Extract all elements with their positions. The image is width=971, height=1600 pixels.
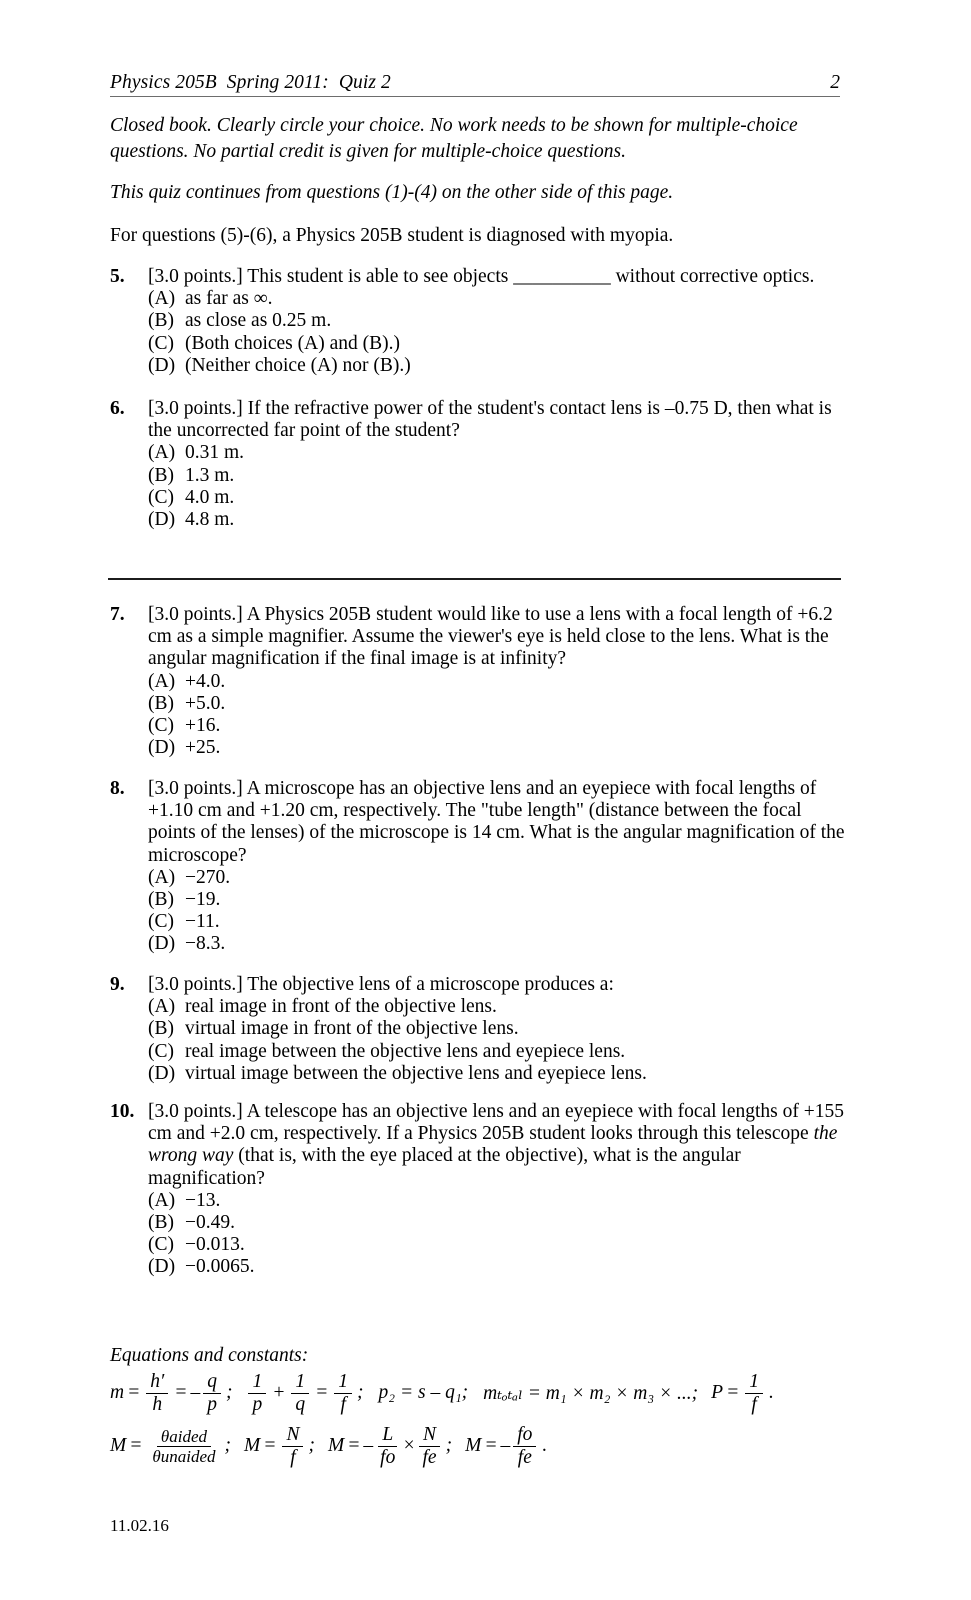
choice-text: −270. [185, 866, 231, 888]
choice-item[interactable] [148, 996, 845, 1018]
choice-item[interactable] [148, 1018, 845, 1040]
question-6 [110, 398, 845, 531]
choice-letter: (C) [148, 1234, 174, 1256]
eq-object-distance-formula: p₂ = s – q₁; [378, 1382, 469, 1404]
choice-text: virtual image in front of the objective lens. [185, 1018, 519, 1040]
choice-text: −11. [185, 911, 220, 933]
eq-minus-sign: – [500, 1435, 511, 1457]
eq-semicolon: ; [308, 1435, 315, 1457]
question-8-number: 8. [110, 778, 125, 799]
eq-plus: + [272, 1382, 286, 1404]
choice-text: as far as ∞. [185, 288, 273, 310]
fraction-one-over-f [334, 1372, 352, 1415]
fraction-one-over-f-power [745, 1372, 763, 1415]
question-10-number: 10. [110, 1101, 135, 1122]
choice-text: 0.31 m. [185, 442, 245, 464]
fraction-denominator: θunaided [152, 1446, 216, 1466]
fraction-N-over-fe [419, 1425, 441, 1468]
choice-letter: (B) [148, 310, 174, 332]
eq-semicolon: ; [224, 1435, 232, 1457]
fraction-numerator: N [419, 1425, 440, 1447]
choice-item[interactable] [148, 1041, 845, 1063]
eq-m-lhs: m [110, 1382, 125, 1404]
fraction-numerator: fo [513, 1425, 536, 1447]
eq-equals: = [347, 1435, 361, 1457]
eq-semicolon: ; [445, 1435, 453, 1457]
choice-text: 1.3 m. [185, 464, 235, 486]
choice-letter: (B) [148, 1212, 174, 1234]
fraction-one-over-p [248, 1372, 266, 1415]
fraction-one-over-q [291, 1372, 309, 1415]
fraction-fo-over-fe [513, 1425, 536, 1468]
question-6-text: [3.0 points.] If the refractive power of the student's contact lens is –0.75 D, then what is the uncorrected far point of the student? [148, 398, 832, 442]
question-10-text-part-2: (that is, with the eye placed at the objective), what is the angular magnification? [148, 1145, 741, 1189]
fraction-numerator: L [378, 1425, 397, 1447]
choice-text: −19. [185, 889, 221, 911]
choice-text: 4.0 m. [185, 486, 235, 508]
choice-item[interactable] [148, 1256, 845, 1278]
eq-M-lhs: M [465, 1435, 482, 1457]
choice-letter: (A) [148, 866, 176, 888]
footer-date: 11.02.16 [110, 1516, 169, 1535]
eq-equals: = [129, 1435, 143, 1457]
choice-text: virtual image between the objective lens and eyepiece lens. [185, 1062, 647, 1084]
choice-item[interactable] [148, 1190, 845, 1212]
eq-equals: = [315, 1382, 329, 1404]
question-9-number: 9. [110, 974, 125, 995]
question-7-choices [110, 671, 845, 760]
choice-letter: (D) [148, 737, 176, 759]
fraction-denominator: h [152, 1393, 163, 1415]
question-7-text: [3.0 points.] A Physics 205B student would like to use a lens with a focal length of +6.2 cm as a simple magnifier. Assume the viewer's eye is held close to the lens. What is the angular magnification if the final image is at infinity? [148, 604, 833, 670]
eq-equals: = [484, 1435, 498, 1457]
choice-item[interactable] [148, 715, 845, 737]
choice-item[interactable] [148, 310, 845, 332]
choice-item[interactable] [148, 933, 845, 955]
instructions-text: Closed book. Clearly circle your choice. No work needs to be shown for multiple-choice questions. No partial credit is given for multiple-choice questions. [110, 115, 798, 162]
question-8-choices [110, 867, 845, 956]
eq-M-lhs: M [327, 1435, 345, 1457]
eq-equals: = [127, 1382, 141, 1404]
choice-letter: (A) [148, 1189, 176, 1211]
choice-text: −0.49. [185, 1212, 235, 1234]
eq-period: . [542, 1435, 548, 1457]
choice-text: −0.0065. [185, 1256, 255, 1278]
choice-letter: (D) [148, 354, 176, 376]
choice-text: −8.3. [185, 933, 226, 955]
question-10-text-part-1: [3.0 points.] A telescope has an objective lens and an eyepiece with focal lengths of +155 cm and +2.0 cm, respectively. If a Physics 205B student looks through this telescope [148, 1101, 845, 1145]
fraction-numerator: θaided [157, 1428, 211, 1447]
choice-letter: (A) [148, 288, 176, 310]
choice-letter: (A) [148, 670, 176, 692]
choice-item[interactable] [148, 867, 845, 889]
choice-item[interactable] [148, 465, 845, 487]
question-10 [110, 1101, 845, 1279]
choice-letter: (B) [148, 1018, 174, 1040]
eq-minus-sign: – [363, 1435, 374, 1457]
equations-label: Equations and constants: [110, 1345, 309, 1366]
choice-text: +4.0. [185, 670, 226, 692]
question-5-header [110, 266, 845, 288]
choice-item[interactable] [148, 911, 845, 933]
choice-letter: (B) [148, 464, 174, 486]
choice-text: +5.0. [185, 692, 226, 714]
choice-letter: (D) [148, 1062, 176, 1084]
choice-item[interactable] [148, 442, 845, 464]
fraction-numerator: 1 [291, 1372, 309, 1394]
choice-letter: (C) [148, 486, 174, 508]
choice-letter: (B) [148, 692, 174, 714]
choice-item[interactable] [148, 1063, 845, 1085]
fraction-numerator: N [282, 1425, 303, 1447]
fraction-denominator: fo [380, 1446, 396, 1468]
fraction-numerator: 1 [334, 1372, 352, 1394]
choice-text: −13. [185, 1189, 221, 1211]
fraction-L-over-fo [376, 1425, 399, 1468]
eq-equals: = [174, 1382, 188, 1404]
choice-letter: (B) [148, 889, 174, 911]
eq-semicolon: ; [225, 1382, 233, 1404]
fraction-N-over-f [282, 1425, 303, 1468]
choice-letter: (D) [148, 933, 176, 955]
choice-text: real image in front of the objective lens. [185, 996, 497, 1018]
fraction-denominator: q [295, 1393, 306, 1415]
question-7-number: 7. [110, 604, 125, 625]
question-10-choices [110, 1190, 845, 1279]
choice-item[interactable] [148, 671, 845, 693]
choice-letter: (D) [148, 509, 176, 531]
choice-item[interactable] [148, 288, 845, 310]
eq-power-lhs: P [711, 1382, 724, 1404]
choice-item[interactable] [148, 1234, 845, 1256]
fraction-numerator: 1 [745, 1372, 763, 1394]
choice-letter: (C) [148, 715, 174, 737]
preamble-5-6-text: For questions (5)-(6), a Physics 205B student is diagnosed with myopia. [110, 225, 674, 246]
fraction-numerator: q [203, 1372, 221, 1394]
question-6-number: 6. [110, 398, 125, 419]
question-5-number: 5. [110, 266, 125, 287]
fraction-denominator: fe [517, 1446, 532, 1468]
eq-total-magnification-formula: mₜₒₜₐₗ = m₁ × m₂ × m₃ × ...; [483, 1383, 699, 1405]
question-7 [110, 604, 845, 759]
eq-M-lhs: M [110, 1435, 127, 1457]
question-6-choices [110, 442, 845, 531]
question-5 [110, 266, 845, 377]
equations-row-1 [110, 1372, 777, 1415]
eq-equals: = [726, 1382, 740, 1404]
eq-M-lhs: M [244, 1435, 261, 1457]
fraction-denominator: f [751, 1393, 757, 1415]
choice-text: real image between the objective lens and eyepiece lens. [185, 1040, 626, 1062]
question-10-text [148, 1101, 845, 1190]
fraction-theta-aided-over-theta-unaided [148, 1428, 219, 1466]
fraction-h-prime-over-h [146, 1372, 168, 1415]
choice-letter: (C) [148, 1040, 174, 1062]
choice-text: +25. [185, 737, 221, 759]
question-5-text: [3.0 points.] This student is able to see objects __________ without corrective optics. [148, 266, 815, 287]
fraction-numerator: h′ [146, 1372, 168, 1394]
fraction-denominator: p [207, 1393, 217, 1415]
choice-letter: (A) [148, 442, 176, 464]
choice-item[interactable] [148, 333, 845, 355]
choice-item[interactable] [148, 509, 845, 531]
choice-item[interactable] [148, 1212, 845, 1234]
choice-item[interactable] [148, 889, 845, 911]
fraction-numerator: 1 [248, 1372, 266, 1394]
choice-text: as close as 0.25 m. [185, 310, 332, 332]
eq-minus-sign: – [190, 1382, 201, 1404]
question-9-text: [3.0 points.] The objective lens of a microscope produces a: [148, 974, 614, 995]
page-title: Physics 205B Spring 2011: Quiz 2 [110, 72, 391, 93]
choice-letter: (D) [148, 1256, 176, 1278]
choice-text: (Neither choice (A) nor (B).) [185, 354, 411, 376]
section-divider [108, 578, 841, 580]
eq-period: . [769, 1382, 774, 1404]
fraction-q-over-p [203, 1372, 221, 1415]
question-9-header [110, 974, 845, 996]
choice-letter: (C) [148, 332, 174, 354]
choice-text: (Both choices (A) and (B).) [185, 332, 400, 354]
choice-item[interactable] [148, 693, 845, 715]
eq-equals: = [263, 1435, 277, 1457]
fraction-denominator: f [290, 1446, 296, 1468]
fraction-denominator: fe [422, 1446, 437, 1468]
question-9 [110, 974, 845, 1085]
fraction-denominator: f [340, 1393, 346, 1415]
question-8-text: [3.0 points.] A microscope has an objective lens and an eyepiece with focal lengths of +1.10 cm and +1.20 cm, respectively. The "tube length" (distance between the focal points of the lenses) of the microscope is 14 cm. What is the angular magnification of the microscope? [148, 778, 845, 866]
question-8 [110, 778, 845, 956]
equations-row-2 [110, 1425, 550, 1468]
question-10-header [110, 1101, 845, 1190]
choice-text: −0.013. [185, 1234, 245, 1256]
question-7-header [110, 604, 845, 671]
choice-letter: (A) [148, 996, 176, 1018]
continuation-text: This quiz continues from questions (1)-(4) on the other side of this page. [110, 182, 674, 203]
question-6-header [110, 398, 845, 442]
choice-text: 4.8 m. [185, 509, 235, 531]
choice-item[interactable] [148, 737, 845, 759]
page-header [110, 72, 840, 97]
question-5-choices [110, 288, 845, 377]
choice-letter: (C) [148, 911, 174, 933]
page-number: 2 [830, 72, 840, 93]
question-8-header [110, 778, 845, 867]
choice-item[interactable] [148, 355, 845, 377]
choice-text: +16. [185, 715, 221, 737]
choice-item[interactable] [148, 487, 845, 509]
fraction-denominator: p [252, 1393, 263, 1415]
eq-semicolon: ; [357, 1382, 364, 1404]
question-9-choices [110, 996, 845, 1085]
question-10-text-emphasis: the wrong way [148, 1123, 838, 1167]
eq-times: × [402, 1435, 416, 1457]
